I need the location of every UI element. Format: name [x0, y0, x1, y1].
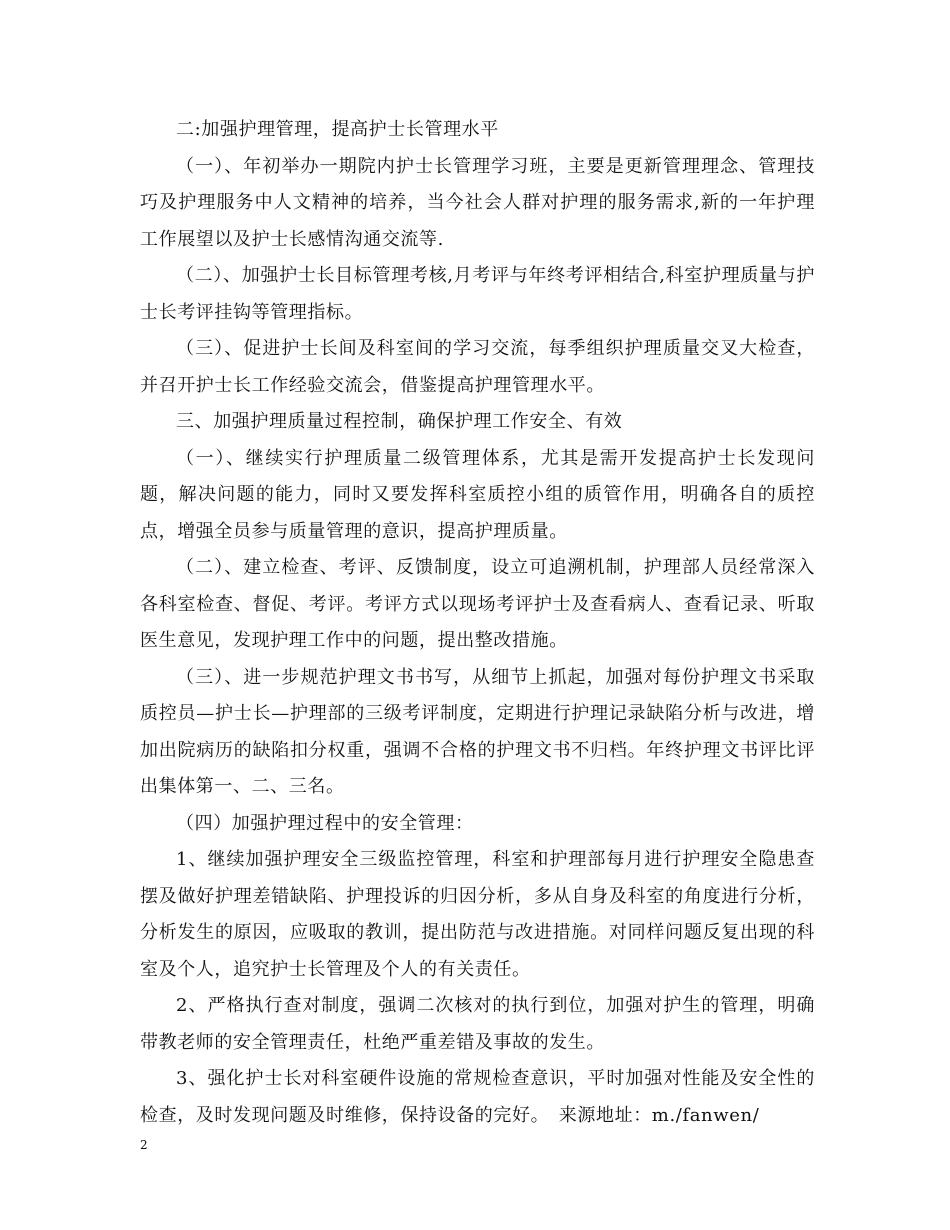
list-item-3: 3、强化护士长对科室硬件设施的常规检查意识，平时加强对性能及安全性的检查，及时发现问题及时维修，保持设备的完好。 来源地址：m./fanwen/	[140, 1068, 815, 1126]
document-body	[140, 112, 815, 1134]
paragraph-3-3: （三）、进一步规范护理文书书写，从细节上抓起，加强对每份护理文书采取质控员—护士长—护理部的三级考评制度，定期进行护理记录缺陷分析与改进，增加出院病历的缺陷扣分权重，强调不合格的护理文书不归档。年终护理文书评比评出集体第一、二、三名。	[140, 666, 815, 797]
page-number: 2	[140, 1138, 148, 1152]
paragraph-3-2: （二）、建立检查、考评、反馈制度，设立可追溯机制，护理部人员经常深入各科室检查、督促、考评。考评方式以现场考评护士及查看病人、查看记录、听取医生意见，发现护理工作中的问题，提出整改措施。	[140, 557, 815, 651]
paragraph-2-2: （二）、加强护士长目标管理考核,月考评与年终考评相结合,科室护理质量与护士长考评挂钩等管理指标。	[140, 265, 815, 323]
subsection-heading-3-4: （四）加强护理过程中的安全管理：	[176, 812, 474, 834]
list-item-1: 1、继续加强护理安全三级监控管理，科室和护理部每月进行护理安全隐患查摆及做好护理差错缺陷、护理投诉的归因分析，多从自身及科室的角度进行分析，分析发生的原因，应吸取的教训，提出防范与改进措施。对同样问题反复出现的科室及个人，追究护士长管理及个人的有关责任。	[140, 849, 815, 980]
paragraph-3-1: （一）、继续实行护理质量二级管理体系，尤其是需开发提高护士长发现问题，解决问题的能力，同时又要发挥科室质控小组的质管作用，明确各自的质控点，增强全员参与质量管理的意识，提高护理质量。	[140, 447, 815, 542]
paragraph-2-3: （三）、促进护士长间及科室间的学习交流，每季组织护理质量交叉大检查，并召开护士长工作经验交流会，借鉴提高护理管理水平。	[140, 338, 815, 396]
section-heading-3: 三、加强护理质量过程控制，确保护理工作安全、有效	[176, 411, 623, 432]
list-item-2: 2、严格执行查对制度，强调二次核对的执行到位，加强对护生的管理，明确带教老师的安全管理责任，杜绝严重差错及事故的发生。	[140, 995, 815, 1053]
section-heading-2: 二:加强护理管理，提高护士长管理水平	[176, 119, 499, 140]
paragraph-2-1: （一）、年初举办一期院内护士长管理学习班，主要是更新管理理念、管理技巧及护理服务中人文精神的培养，当今社会人群对护理的服务需求,新的一年护理工作展望以及护士长感情沟通交流等.	[140, 155, 815, 250]
